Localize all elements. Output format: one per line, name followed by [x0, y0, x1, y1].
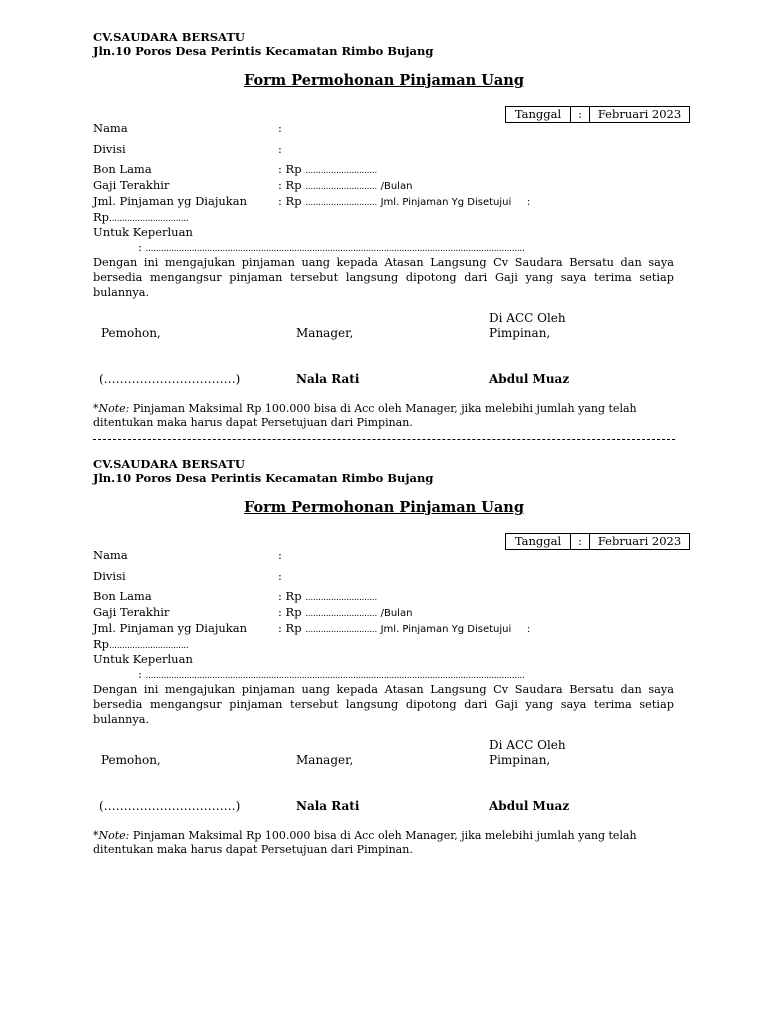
- approved-separator: :: [526, 624, 531, 635]
- keperluan-field: [138, 667, 525, 681]
- acc-label-2: Pimpinan,: [489, 326, 551, 340]
- note-label: *Note:: [93, 402, 130, 415]
- bon-lama-prefix: : Rp: [278, 162, 302, 176]
- jml-field: [278, 621, 530, 635]
- bon-lama-field: [278, 162, 377, 176]
- pemohon-signature-line: (……………………………): [99, 372, 241, 386]
- loan-form-1: [0, 0, 768, 429]
- manager-name: Nala Rati: [296, 372, 360, 386]
- gaji-dots: ............................: [305, 182, 377, 192]
- jml-field: [278, 194, 530, 208]
- nama-field: :: [278, 548, 282, 562]
- bon-lama-field: [278, 589, 377, 603]
- approved-separator: :: [526, 197, 531, 208]
- rp-prefix: Rp: [93, 210, 110, 224]
- gaji-field: [278, 178, 412, 192]
- divisi-label: Divisi: [93, 142, 126, 156]
- keperluan-prefix: :: [138, 240, 142, 254]
- statement-paragraph: Dengan ini mengajukan pinjaman uang kepada Atasan Langsung Cv Saudara Bersatu dan saya bersedia mengangsur pinjaman tersebut langsung dipotong dari Gaji yang saya terima setiap bulannya.: [93, 256, 674, 299]
- bon-lama-prefix: : Rp: [278, 589, 302, 603]
- pimpinan-name: Abdul Muaz: [489, 799, 570, 813]
- jml-dots: ............................: [305, 198, 377, 208]
- note-text: Pinjaman Maksimal Rp 100.000 bisa di Acc oleh Manager, jika melebihi jumlah yang telah ditentukan maka harus dapat Persetujuan dari Pimpinan.: [93, 829, 637, 856]
- pimpinan-name: Abdul Muaz: [489, 372, 570, 386]
- date-box: [505, 533, 690, 550]
- date-label: Tanggal: [506, 107, 571, 122]
- nama-label: Nama: [93, 548, 128, 562]
- jml-prefix: : Rp: [278, 194, 302, 208]
- rp-dots: ...............................: [109, 641, 189, 651]
- jml-prefix: : Rp: [278, 621, 302, 635]
- date-label: Tanggal: [506, 534, 571, 549]
- date-value: Februari 2023: [597, 107, 682, 121]
- rp-line: [93, 210, 188, 224]
- divisi-field: :: [278, 569, 282, 583]
- gaji-prefix: : Rp: [278, 605, 302, 619]
- acc-label-1: Di ACC Oleh: [489, 738, 566, 752]
- keperluan-label: Untuk Keperluan: [93, 652, 193, 666]
- approved-label: Jml. Pinjaman Yg Disetujui: [380, 197, 512, 208]
- gaji-dots: ............................: [305, 609, 377, 619]
- note: [93, 829, 693, 857]
- gaji-field: [278, 605, 412, 619]
- jml-dots: ............................: [305, 625, 377, 635]
- pemohon-label: Pemohon,: [101, 326, 161, 340]
- keperluan-dots: ....................................................................................................................................................: [145, 671, 525, 681]
- bon-lama-dots: ............................: [305, 166, 377, 176]
- company-name: CV.SAUDARA BERSATU: [93, 30, 245, 44]
- bon-lama-dots: ............................: [305, 593, 377, 603]
- note-text: Pinjaman Maksimal Rp 100.000 bisa di Acc oleh Manager, jika melebihi jumlah yang telah ditentukan maka harus dapat Persetujuan dari Pimpinan.: [93, 402, 637, 429]
- form-title: Form Permohonan Pinjaman Uang: [244, 72, 524, 89]
- keperluan-label: Untuk Keperluan: [93, 225, 193, 239]
- statement-paragraph: Dengan ini mengajukan pinjaman uang kepada Atasan Langsung Cv Saudara Bersatu dan saya bersedia mengangsur pinjaman tersebut langsung dipotong dari Gaji yang saya terima setiap bulannya.: [93, 683, 674, 726]
- nama-field: :: [278, 121, 282, 135]
- rp-prefix: Rp: [93, 637, 110, 651]
- acc-label-1: Di ACC Oleh: [489, 311, 566, 325]
- loan-form-2: [0, 427, 768, 856]
- manager-label: Manager,: [296, 326, 354, 340]
- keperluan-dots: ....................................................................................................................................................: [145, 244, 525, 254]
- date-separator: :: [571, 534, 590, 549]
- bon-lama-label: Bon Lama: [93, 589, 152, 603]
- form-title: Form Permohonan Pinjaman Uang: [244, 499, 524, 516]
- date-separator: :: [571, 107, 590, 122]
- gaji-label: Gaji Terakhir: [93, 605, 170, 619]
- bon-lama-label: Bon Lama: [93, 162, 152, 176]
- company-address: Jln.10 Poros Desa Perintis Kecamatan Rimbo Bujang: [93, 471, 434, 485]
- date-value: Februari 2023: [597, 534, 682, 548]
- jml-label: Jml. Pinjaman yg Diajukan: [93, 194, 248, 208]
- approved-label: Jml. Pinjaman Yg Disetujui: [380, 624, 512, 635]
- note-label: *Note:: [93, 829, 130, 842]
- pemohon-label: Pemohon,: [101, 753, 161, 767]
- acc-label-2: Pimpinan,: [489, 753, 551, 767]
- manager-name: Nala Rati: [296, 799, 360, 813]
- gaji-prefix: : Rp: [278, 178, 302, 192]
- divisi-label: Divisi: [93, 569, 126, 583]
- gaji-suffix: /Bulan: [380, 181, 413, 192]
- manager-label: Manager,: [296, 753, 354, 767]
- divisi-field: :: [278, 142, 282, 156]
- pemohon-signature-line: (……………………………): [99, 799, 241, 813]
- company-address: Jln.10 Poros Desa Perintis Kecamatan Rimbo Bujang: [93, 44, 434, 58]
- company-name: CV.SAUDARA BERSATU: [93, 457, 245, 471]
- gaji-suffix: /Bulan: [380, 608, 413, 619]
- date-box: [505, 106, 690, 123]
- rp-dots: ...............................: [109, 214, 189, 224]
- gaji-label: Gaji Terakhir: [93, 178, 170, 192]
- keperluan-prefix: :: [138, 667, 142, 681]
- nama-label: Nama: [93, 121, 128, 135]
- note: [93, 402, 693, 430]
- jml-label: Jml. Pinjaman yg Diajukan: [93, 621, 248, 635]
- rp-line: [93, 637, 188, 651]
- keperluan-field: [138, 240, 525, 254]
